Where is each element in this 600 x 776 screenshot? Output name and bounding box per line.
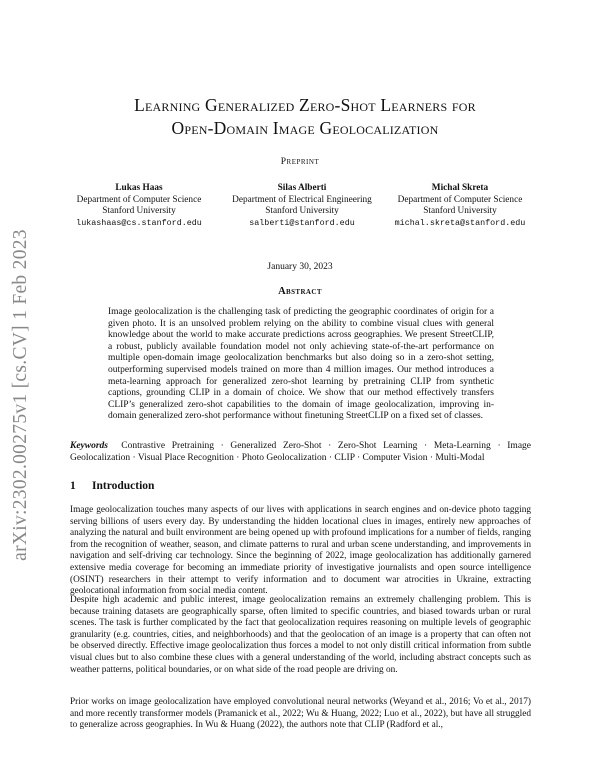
arxiv-sidebar-stamp [4, 190, 38, 600]
author-email: lukashaas@cs.stanford.edu [76, 217, 202, 228]
abstract-heading: Abstract [278, 286, 322, 297]
author-department: Department of Computer Science [76, 194, 202, 205]
keywords [70, 441, 531, 465]
section-title: Introduction [92, 480, 155, 492]
body-paragraph: Prior works on image geolocalization have employed convolutional neural networks (Weyand et al., 2016; Vo et al., 2017) and more recently transformer models (Pramanick et al., 2022; Wu & Huang, 2022; Luo et al., 2022), but have all struggled to generalize across geographies. In Wu & Huang (2022), the authors note that CLIP (Radford et al., [70, 697, 531, 731]
author-block [222, 183, 382, 229]
paper-title [60, 94, 550, 140]
author-email: michal.skreta@stanford.edu [394, 217, 526, 228]
author-name: Michal Skreta [431, 183, 489, 193]
preprint-label: Preprint [280, 157, 320, 167]
author-university: Stanford University [102, 206, 176, 216]
author-university: Stanford University [423, 206, 497, 216]
section-heading [70, 480, 154, 492]
publication-date: January 30, 2023 [267, 262, 333, 272]
body-paragraph: Despite high academic and public interest, image geolocalization remains an extremely challenging problem. This is because training datasets are geographically sparse, often limited to specific countries, and biased towards urban or rural scenes. The task is further complicated by the fact that geolocalization requires reasoning on multiple levels of geographic granularity (e.g. countries, cities, and neighborhoods) and that the geolocation of an image is a property that can often not be observed directly. Effective image geolocalization thus forces a model to not only distill critical information from subtle visual clues but to also combine these clues with a general understanding of the world, including abstract concepts such as weather patterns, political boundaries, or on what side of the road people are driving on. [70, 595, 531, 675]
author-block [380, 183, 540, 229]
title-line-1: Learning Generalized Zero-Shot Learners for [134, 95, 476, 115]
section-number: 1 [70, 480, 76, 492]
author-name: Silas Alberti [277, 183, 327, 193]
author-email: salberti@stanford.edu [249, 217, 355, 228]
author-university: Stanford University [265, 206, 339, 216]
keywords-label: Keywords [70, 441, 108, 451]
keywords-list: Contrastive Pretraining · Generalized Zero-Shot · Zero-Shot Learning · Meta-Learning · Image Geolocalization · Visual Place Recognition · Photo Geolocalization · CLIP · Computer Vision · Multi-Modal [70, 441, 531, 463]
arxiv-identifier: arXiv:2302.00275v1 [cs.CV] 1 Feb 2023 [10, 229, 31, 561]
author-block [64, 183, 214, 229]
author-name: Lukas Haas [115, 183, 163, 193]
author-department: Department of Computer Science [397, 194, 523, 205]
body-paragraph: Image geolocalization touches many aspects of our lives with applications in search engines and on-device photo tagging serving billions of users every day. By understanding the hidden locational clues in images, entirely new approaches of analyzing the natural and built environment are being opened up with profound implications for a number of fields, ranging from the recognition of weather, season, and climate patterns to rural and urban scene understanding, and improvements in navigation and self-driving car technology. Since the beginning of 2022, image geolocalization has additionally garnered extensive media coverage for becoming an immediate priority of investigative journalists and open source intelligence (OSINT) researchers in their attempt to verify information and to document war atrocities in Ukraine, extracting geolocational information from social media content. [70, 505, 531, 597]
abstract-text: Image geolocalization is the challenging task of predicting the geographic coordinates of origin for a given photo. It is an unsolved problem relying on the ability to combine visual clues with general knowledge about the world to make accurate predictions across geographies. We present StreetCLIP, a robust, publicly available foundation model not only achieving state-of-the-art performance on multiple open-domain image geolocalization benchmarks but also doing so in a zero-shot setting, outperforming supervised models trained on more than 4 million images. Our method introduces a meta-learning approach for generalized zero-shot learning by pretraining CLIP from synthetic captions, grounding CLIP in a domain of choice. We show that our method effectively transfers CLIP’s generalized zero-shot capabilities to the domain of image geolocalization, improving in-domain generalized zero-shot performance without finetuning StreetCLIP on a fixed set of classes. [108, 307, 494, 422]
title-line-2: Open-Domain Image Geolocalization [171, 118, 439, 138]
author-department: Department of Electrical Engineering [232, 194, 372, 205]
